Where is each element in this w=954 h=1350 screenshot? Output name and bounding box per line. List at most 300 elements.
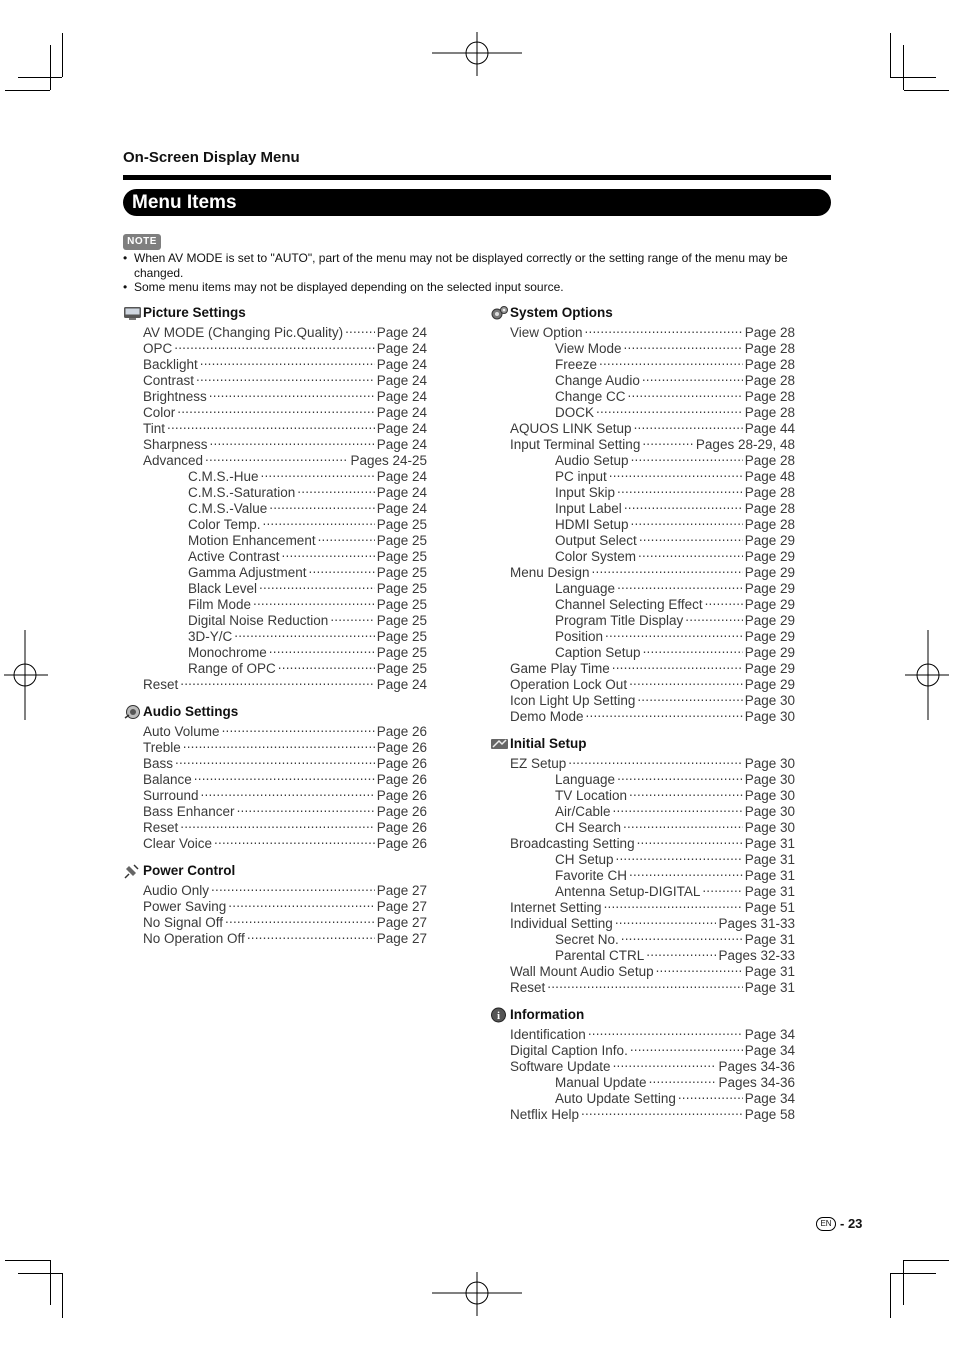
registration-mark-right: [905, 630, 949, 720]
entry-page: Page 29: [744, 597, 795, 612]
entry-label: Backlight: [143, 357, 198, 372]
entry-label: Caption Setup: [555, 645, 641, 660]
entry-page: Page 29: [744, 677, 795, 692]
entry-page: Pages 24-25: [350, 453, 427, 468]
section-title: Audio Settings: [143, 704, 239, 719]
entry-label: Parental CTRL: [555, 948, 645, 963]
crop-mark: [890, 1273, 891, 1318]
page-title: Menu Items: [132, 192, 237, 213]
entry-page: Page 30: [744, 820, 795, 835]
section-title: Initial Setup: [510, 736, 587, 751]
crop-mark: [18, 77, 62, 78]
leader-dots: [649, 1071, 717, 1087]
section-title: System Options: [510, 305, 613, 320]
entry-page: Page 28: [744, 517, 795, 532]
entry-page: Page 24: [376, 421, 427, 436]
entry-page: Page 27: [376, 915, 427, 930]
page-number: 23: [847, 1216, 863, 1231]
leader-dots: [585, 321, 743, 337]
entry-label: Operation Lock Out: [510, 677, 628, 692]
entry-page: Pages 32-33: [718, 948, 795, 963]
entry-page: Page 34: [744, 1091, 795, 1106]
leader-dots: [174, 337, 374, 353]
leader-dots: [631, 513, 743, 529]
entry-label: Icon Light Up Setting: [510, 693, 636, 708]
language-badge: EN: [816, 1217, 836, 1231]
crop-mark: [904, 90, 949, 91]
speaker-icon: [123, 704, 142, 720]
entry-page: Page 24: [376, 469, 427, 484]
entry-page: Page 29: [744, 645, 795, 660]
entry-page: Page 28: [744, 357, 795, 372]
leader-dots: [175, 752, 375, 768]
leader-dots: [237, 800, 375, 816]
entry-page: Page 44: [744, 421, 795, 436]
entry-label: Range of OPC: [188, 661, 276, 676]
entry-label: Program Title Display: [555, 613, 684, 628]
entry-label: View Mode: [555, 341, 622, 356]
entry-page: Page 25: [376, 549, 427, 564]
leader-dots: [604, 896, 743, 912]
entry-label: Input Label: [555, 501, 622, 516]
leader-dots: [631, 449, 743, 465]
leader-dots: [624, 497, 743, 513]
crop-mark: [18, 1273, 62, 1274]
leader-dots: [592, 561, 743, 577]
entry-page: Pages 28-29, 48: [695, 437, 795, 452]
picture-icon: [123, 305, 142, 321]
entry-label: Channel Selecting Effect: [555, 597, 703, 612]
leader-dots: [345, 321, 375, 337]
entry-label: Language: [555, 772, 616, 787]
entry-page: Page 28: [744, 389, 795, 404]
leader-dots: [214, 832, 375, 848]
entry-page: Page 27: [376, 883, 427, 898]
entry-label: Black Level: [188, 581, 258, 596]
leader-dots: [210, 433, 375, 449]
leader-dots: [613, 800, 743, 816]
leader-dots: [643, 641, 743, 657]
entry-page: Page 28: [744, 341, 795, 356]
entry-label: Netflix Help: [510, 1107, 580, 1122]
leader-dots: [637, 689, 742, 705]
entry-page: Page 31: [744, 868, 795, 883]
leader-dots: [705, 593, 743, 609]
leader-dots: [222, 720, 375, 736]
header-rule: [123, 175, 831, 180]
entry-page: Page 25: [376, 533, 427, 548]
leader-dots: [617, 768, 743, 784]
note-badge: NOTE: [123, 234, 161, 250]
entry-label: Secret No.: [555, 932, 619, 947]
entry-label: 3D-Y/C: [188, 629, 233, 644]
entry-page: Page 58: [744, 1107, 795, 1122]
entry-page: Page 29: [744, 581, 795, 596]
page-footer: [816, 1216, 862, 1231]
leader-dots: [639, 529, 743, 545]
setup-icon: [490, 736, 509, 752]
menu-entry: [123, 879, 427, 898]
entry-page: Page 34: [744, 1043, 795, 1058]
entry-label: Color Temp.: [188, 517, 261, 532]
entry-label: Reset: [143, 677, 179, 692]
entry-page: Page 24: [376, 357, 427, 372]
entry-label: Contrast: [143, 373, 195, 388]
entry-label: Monochrome: [188, 645, 267, 660]
leader-dots: [211, 879, 375, 895]
section-heading: [490, 1007, 795, 1023]
entry-page: Page 29: [744, 565, 795, 580]
entry-label: Favorite CH: [555, 868, 628, 883]
crop-mark: [5, 90, 50, 91]
leader-dots: [617, 577, 743, 593]
leader-dots: [263, 513, 375, 529]
leader-dots: [330, 609, 374, 625]
section-label: On-Screen Display Menu: [123, 149, 300, 166]
entry-label: Digital Noise Reduction: [188, 613, 329, 628]
section-title: Picture Settings: [143, 305, 246, 320]
leader-dots: [201, 784, 375, 800]
leader-dots: [253, 593, 375, 609]
leader-dots: [612, 657, 743, 673]
entry-page: Page 25: [376, 645, 427, 660]
leader-dots: [615, 912, 717, 928]
entry-page: Page 29: [744, 629, 795, 644]
note-text: Some menu items may not be displayed depending on the selected input source.: [134, 280, 564, 294]
entry-page: Page 28: [744, 373, 795, 388]
section-system-options: [490, 305, 795, 724]
registration-mark-bottom: [432, 1272, 522, 1316]
entry-label: C.M.S.-Saturation: [188, 485, 296, 500]
leader-dots: [637, 832, 743, 848]
entry-page: Page 48: [744, 469, 795, 484]
entry-label: EZ Setup: [510, 756, 567, 771]
entry-page: Page 25: [376, 613, 427, 628]
leader-dots: [259, 577, 375, 593]
entry-label: Clear Voice: [143, 836, 213, 851]
leader-dots: [629, 864, 743, 880]
entry-label: Demo Mode: [510, 709, 584, 724]
entry-label: Reset: [510, 980, 546, 995]
entry-label: Input Terminal Setting: [510, 437, 641, 452]
entry-page: Page 28: [744, 325, 795, 340]
leader-dots: [228, 895, 374, 911]
entry-page: Page 24: [376, 677, 427, 692]
menu-entry: [490, 1023, 795, 1042]
entry-label: Surround: [143, 788, 199, 803]
entry-label: Color System: [555, 549, 637, 564]
entry-page: Page 26: [376, 740, 427, 755]
leader-dots: [225, 911, 375, 927]
entry-page: Page 34: [744, 1027, 795, 1042]
leader-dots: [269, 641, 375, 657]
entry-page: Page 31: [744, 932, 795, 947]
entry-page: Page 28: [744, 453, 795, 468]
entry-page: Page 25: [376, 517, 427, 532]
entry-label: DOCK: [555, 405, 595, 420]
leader-dots: [282, 545, 375, 561]
leader-dots: [196, 369, 375, 385]
leader-dots: [586, 705, 743, 721]
leader-dots: [194, 768, 375, 784]
entry-page: Page 24: [376, 485, 427, 500]
entry-label: View Option: [510, 325, 583, 340]
entry-page: Page 25: [376, 581, 427, 596]
entry-page: Page 30: [744, 756, 795, 771]
entry-page: Page 24: [376, 437, 427, 452]
leader-dots: [646, 944, 716, 960]
dash: -: [840, 1216, 848, 1231]
entry-page: Page 51: [744, 900, 795, 915]
entry-label: Digital Caption Info.: [510, 1043, 628, 1058]
section-heading: [123, 863, 427, 879]
crop-mark: [50, 45, 51, 90]
entry-page: Page 31: [744, 852, 795, 867]
leader-dots: [309, 561, 375, 577]
entry-page: Page 30: [744, 693, 795, 708]
entry-label: Motion Enhancement: [188, 533, 316, 548]
entry-label: AQUOS LINK Setup: [510, 421, 632, 436]
svg-text:i: i: [496, 1010, 501, 1022]
entry-page: Page 26: [376, 788, 427, 803]
left-column: [123, 304, 427, 946]
leader-dots: [200, 353, 375, 369]
entry-page: Page 28: [744, 501, 795, 516]
entry-label: Identification: [510, 1027, 586, 1042]
entry-label: Bass Enhancer: [143, 804, 235, 819]
crop-mark: [903, 45, 904, 90]
leader-dots: [617, 481, 743, 497]
entry-page: Page 26: [376, 820, 427, 835]
crop-mark: [50, 1260, 51, 1305]
leader-dots: [261, 465, 375, 481]
leader-dots: [605, 625, 743, 641]
entry-page: Page 25: [376, 565, 427, 580]
leader-dots: [678, 1087, 743, 1103]
entry-label: HDMI Setup: [555, 517, 629, 532]
entry-label: AV MODE (Changing Pic.Quality): [143, 325, 344, 340]
leader-dots: [630, 1039, 743, 1055]
leader-dots: [547, 976, 742, 992]
entry-page: Page 24: [376, 373, 427, 388]
crop-mark: [904, 1260, 949, 1261]
menu-entry: [123, 321, 427, 340]
leader-dots: [623, 816, 743, 832]
entry-page: Page 26: [376, 836, 427, 851]
entry-page: Page 26: [376, 724, 427, 739]
entry-page: Page 25: [376, 629, 427, 644]
entry-label: Change CC: [555, 389, 626, 404]
entry-page: Page 28: [744, 485, 795, 500]
entry-label: Auto Volume: [143, 724, 220, 739]
entry-label: OPC: [143, 341, 173, 356]
entry-label: Audio Only: [143, 883, 210, 898]
leader-dots: [624, 337, 743, 353]
leader-dots: [638, 545, 743, 561]
leader-dots: [616, 848, 743, 864]
entry-label: Change Audio: [555, 373, 640, 388]
entry-page: Page 29: [744, 661, 795, 676]
entry-page: Page 24: [376, 389, 427, 404]
leader-dots: [702, 880, 742, 896]
leader-dots: [629, 784, 743, 800]
leader-dots: [318, 529, 375, 545]
leader-dots: [629, 673, 743, 689]
leader-dots: [297, 481, 374, 497]
section-audio-settings: [123, 704, 427, 851]
note-list: [123, 251, 823, 295]
entry-label: Active Contrast: [188, 549, 280, 564]
entry-page: Page 24: [376, 325, 427, 340]
entry-page: Page 27: [376, 931, 427, 946]
entry-page: Page 25: [376, 661, 427, 676]
entry-label: Brightness: [143, 389, 207, 404]
menu-entry: [123, 720, 427, 739]
leader-dots: [628, 385, 743, 401]
entry-label: C.M.S.-Hue: [188, 469, 259, 484]
entry-page: Page 24: [376, 405, 427, 420]
leader-dots: [183, 736, 375, 752]
info-icon: [490, 1007, 509, 1023]
section-initial-setup: [490, 736, 795, 995]
menu-entry: [490, 752, 795, 771]
entry-label: Input Skip: [555, 485, 616, 500]
leader-dots: [609, 465, 743, 481]
section-title: Information: [510, 1007, 585, 1022]
entry-page: Page 29: [744, 613, 795, 628]
registration-mark-left: [4, 630, 48, 720]
note-item: • When AV MODE is set to "AUTO", part of the menu may not be displayed correctly or the setting range of the menu may be changed.: [123, 251, 788, 280]
entry-page: Page 27: [376, 899, 427, 914]
entry-page: Page 31: [744, 884, 795, 899]
entry-page: Page 26: [376, 804, 427, 819]
leader-dots: [613, 1055, 717, 1071]
leader-dots: [167, 417, 375, 433]
entry-page: Page 30: [744, 804, 795, 819]
entry-page: Page 30: [744, 788, 795, 803]
entry-page: Page 31: [744, 836, 795, 851]
crop-mark: [903, 1260, 904, 1305]
entry-page: Pages 34-36: [718, 1075, 795, 1090]
entry-label: PC input: [555, 469, 607, 484]
registration-mark-top: [432, 32, 522, 76]
entry-label: Treble: [143, 740, 181, 755]
leader-dots: [269, 497, 374, 513]
leader-dots: [278, 657, 375, 673]
entry-page: Page 25: [376, 597, 427, 612]
entry-label: Reset: [143, 820, 179, 835]
entry-page: Pages 31-33: [718, 916, 795, 931]
entry-label: No Signal Off: [143, 915, 224, 930]
leader-dots: [209, 385, 375, 401]
entry-label: Broadcasting Setting: [510, 836, 635, 851]
entry-label: Freeze: [555, 357, 598, 372]
entry-page: Page 29: [744, 549, 795, 564]
entry-label: Individual Setting: [510, 916, 613, 931]
entry-label: Menu Design: [510, 565, 590, 580]
entry-label: Bass: [143, 756, 174, 771]
entry-label: Balance: [143, 772, 192, 787]
entry-page: Page 26: [376, 772, 427, 787]
entry-label: Sharpness: [143, 437, 208, 452]
entry-label: Power Saving: [143, 899, 227, 914]
entry-label: Advanced: [143, 453, 204, 468]
title-band: [123, 189, 831, 216]
entry-page: Page 30: [744, 772, 795, 787]
leader-dots: [621, 928, 743, 944]
entry-label: Color: [143, 405, 176, 420]
leader-dots: [642, 433, 694, 449]
leader-dots: [205, 449, 348, 465]
leader-dots: [247, 927, 375, 943]
leader-dots: [642, 369, 743, 385]
section-heading: [123, 704, 427, 720]
entry-label: TV Location: [555, 788, 628, 803]
entry-label: Manual Update: [555, 1075, 647, 1090]
power-plug-icon: [123, 863, 142, 879]
entry-page: Page 30: [744, 709, 795, 724]
leader-dots: [180, 673, 374, 689]
right-column: [490, 304, 795, 1122]
note-text: When AV MODE is set to "AUTO", part of the menu may not be displayed correctly or the setting range of the menu may be changed.: [134, 251, 788, 280]
note-item: • Some menu items may not be displayed depending on the selected input source.: [123, 280, 564, 294]
entry-label: Output Select: [555, 533, 637, 548]
section-heading: [490, 305, 795, 321]
entry-page: Page 31: [744, 964, 795, 979]
section-information: [490, 1007, 795, 1122]
leader-dots: [177, 401, 374, 417]
entry-page: Page 26: [376, 756, 427, 771]
crop-mark: [890, 1273, 936, 1274]
entry-page: Page 31: [744, 980, 795, 995]
crop-mark: [62, 1273, 63, 1318]
entry-label: CH Setup: [555, 852, 614, 867]
entry-label: CH Search: [555, 820, 622, 835]
leader-dots: [685, 609, 742, 625]
entry-page: Page 29: [744, 533, 795, 548]
leader-dots: [599, 353, 743, 369]
entry-label: Film Mode: [188, 597, 252, 612]
entry-label: Gamma Adjustment: [188, 565, 307, 580]
entry-label: Air/Cable: [555, 804, 611, 819]
crop-mark: [890, 33, 891, 77]
crop-mark: [890, 77, 936, 78]
leader-dots: [581, 1103, 743, 1119]
entry-label: Position: [555, 629, 604, 644]
entry-label: No Operation Off: [143, 931, 245, 946]
section-picture-settings: [123, 305, 427, 692]
entry-label: Wall Mount Audio Setup: [510, 964, 654, 979]
entry-label: Language: [555, 581, 616, 596]
entry-page: Pages 34-36: [718, 1059, 795, 1074]
leader-dots: [588, 1023, 743, 1039]
leader-dots: [568, 752, 742, 768]
entry-page: Page 24: [376, 341, 427, 356]
entry-label: Antenna Setup-DIGITAL: [555, 884, 701, 899]
entry-page: Page 24: [376, 501, 427, 516]
entry-label: Game Play Time: [510, 661, 610, 676]
gears-icon: [490, 305, 509, 321]
menu-entry: [490, 321, 795, 340]
entry-label: Auto Update Setting: [555, 1091, 676, 1106]
entry-label: Software Update: [510, 1059, 611, 1074]
crop-mark: [62, 33, 63, 77]
leader-dots: [234, 625, 374, 641]
entry-label: Internet Setting: [510, 900, 602, 915]
leader-dots: [656, 960, 743, 976]
section-heading: [490, 736, 795, 752]
entry-label: Tint: [143, 421, 166, 436]
